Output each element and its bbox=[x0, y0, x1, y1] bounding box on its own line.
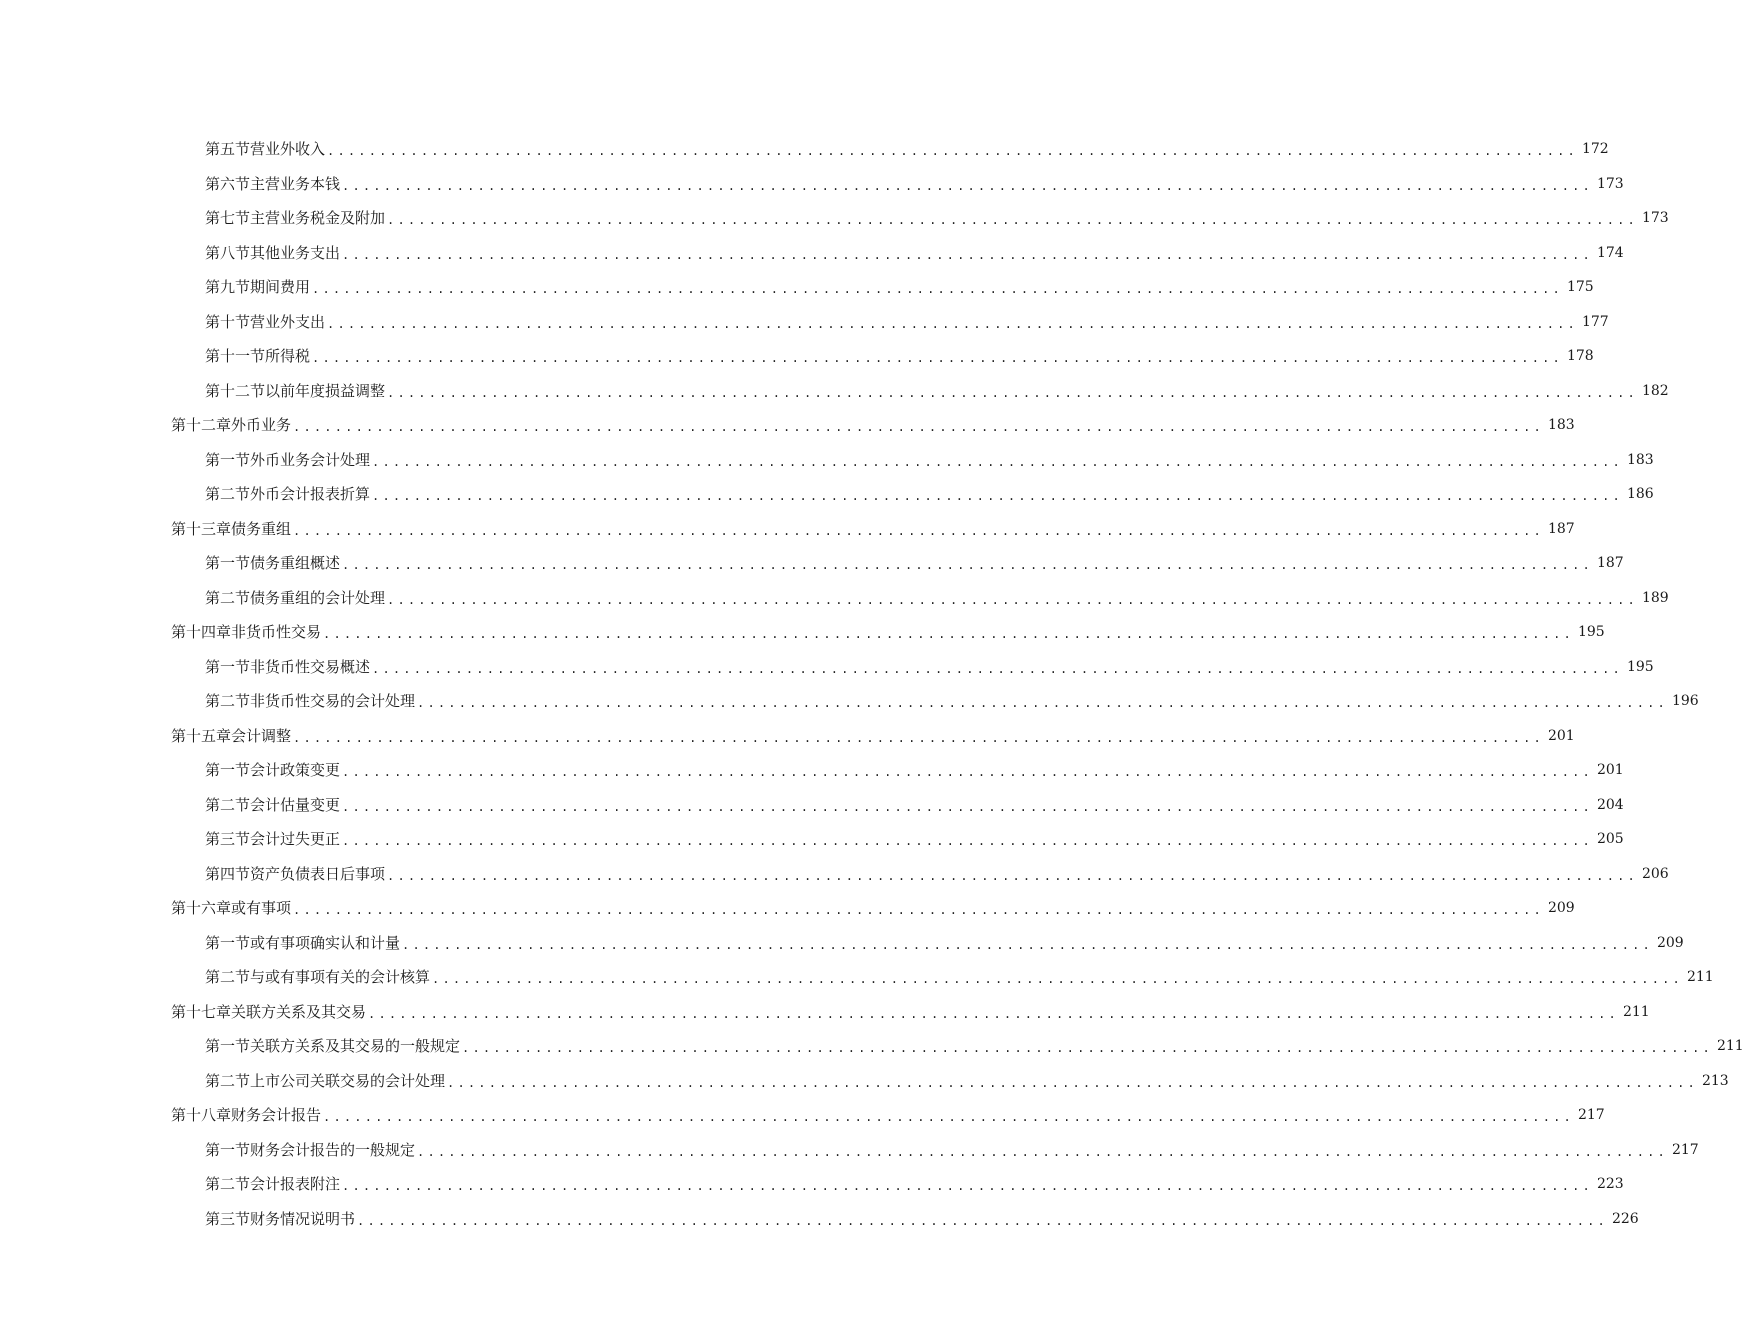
toc-entry-page-number: 211 bbox=[1686, 969, 1714, 986]
toc-entry-title: 营业外支出 bbox=[250, 312, 326, 331]
toc-entry-number: 第二节 bbox=[205, 968, 251, 987]
toc-entry-title: 会计过失更正 bbox=[250, 830, 341, 849]
toc-entry-page-number: 209 bbox=[1547, 900, 1575, 917]
toc-entry-title: 债务重组的会计处理 bbox=[250, 588, 386, 607]
toc-entry-number: 第十二章 bbox=[171, 416, 232, 435]
toc-section-entry[interactable] bbox=[0, 167, 1624, 202]
dot-leader: ........................................................................................................................ bbox=[342, 178, 1593, 193]
toc-entry-title: 以前年度损益调整 bbox=[265, 381, 386, 400]
toc-section-entry[interactable] bbox=[0, 1133, 1699, 1168]
toc-entry-title: 会计政策变更 bbox=[250, 761, 341, 780]
toc-section-entry[interactable] bbox=[0, 1029, 1744, 1064]
toc-entry-number: 第三节 bbox=[205, 830, 251, 849]
toc-entry-number: 第一节 bbox=[205, 450, 251, 469]
toc-chapter-entry[interactable] bbox=[0, 408, 1575, 443]
table-of-contents bbox=[0, 132, 1744, 1236]
toc-entry-title: 营业外收入 bbox=[250, 140, 326, 159]
toc-section-entry[interactable] bbox=[0, 926, 1684, 961]
toc-entry-number: 第一节 bbox=[205, 933, 251, 952]
dot-leader: ........................................................................................................................ bbox=[372, 489, 1623, 504]
toc-entry-page-number: 177 bbox=[1581, 313, 1609, 330]
toc-entry-page-number: 175 bbox=[1566, 279, 1594, 296]
toc-entry-title: 关联方关系及其交易 bbox=[231, 1002, 367, 1021]
toc-entry-number: 第十五章 bbox=[171, 726, 232, 745]
toc-entry-number: 第一节 bbox=[205, 657, 251, 676]
dot-leader: ........................................................................................................................ bbox=[357, 1213, 1608, 1228]
toc-entry-number: 第十四章 bbox=[171, 623, 232, 642]
toc-entry-number: 第二节 bbox=[205, 692, 251, 711]
toc-section-entry[interactable] bbox=[0, 305, 1609, 340]
dot-leader: ........................................................................................................................ bbox=[342, 799, 1593, 814]
toc-entry-number: 第十节 bbox=[205, 312, 251, 331]
toc-entry-title: 资产负债表日后事项 bbox=[250, 864, 386, 883]
toc-entry-number: 第一节 bbox=[205, 761, 251, 780]
toc-entry-page-number: 217 bbox=[1671, 1141, 1699, 1158]
toc-entry-title: 财务会计报告 bbox=[231, 1106, 322, 1125]
toc-entry-number: 第四节 bbox=[205, 864, 251, 883]
toc-entry-number: 第二节 bbox=[205, 1175, 251, 1194]
toc-entry-page-number: 201 bbox=[1596, 762, 1624, 779]
toc-entry-title: 关联方关系及其交易的一般规定 bbox=[250, 1037, 461, 1056]
toc-entry-page-number: 211 bbox=[1622, 1003, 1650, 1020]
dot-leader: ........................................................................................................................ bbox=[342, 765, 1593, 780]
toc-entry-title: 非货币性交易 bbox=[231, 623, 322, 642]
toc-entry-title: 财务情况说明书 bbox=[250, 1209, 356, 1228]
dot-leader: ........................................................................................................................ bbox=[402, 937, 1653, 952]
toc-entry-page-number: 182 bbox=[1641, 382, 1669, 399]
toc-section-entry[interactable] bbox=[0, 857, 1669, 892]
dot-leader: ........................................................................................................................ bbox=[387, 385, 1638, 400]
toc-entry-page-number: 173 bbox=[1596, 175, 1624, 192]
toc-section-entry[interactable] bbox=[0, 788, 1624, 823]
toc-entry-number: 第十七章 bbox=[171, 1002, 232, 1021]
toc-entry-page-number: 195 bbox=[1577, 624, 1605, 641]
toc-section-entry[interactable] bbox=[0, 960, 1714, 995]
toc-entry-title: 财务会计报告的一般规定 bbox=[250, 1140, 416, 1159]
toc-entry-number: 第十六章 bbox=[171, 899, 232, 918]
toc-entry-title: 债务重组 bbox=[231, 519, 292, 538]
dot-leader: ........................................................................................................................ bbox=[293, 420, 1544, 435]
toc-entry-page-number: 201 bbox=[1547, 727, 1575, 744]
toc-entry-page-number: 206 bbox=[1641, 865, 1669, 882]
dot-leader: ........................................................................................................................ bbox=[387, 868, 1638, 883]
toc-entry-page-number: 186 bbox=[1626, 486, 1654, 503]
toc-entry-page-number: 187 bbox=[1547, 520, 1575, 537]
toc-entry-number: 第一节 bbox=[205, 1037, 251, 1056]
dot-leader: ........................................................................................................................ bbox=[327, 144, 1578, 159]
toc-entry-page-number: 183 bbox=[1547, 417, 1575, 434]
toc-chapter-entry[interactable] bbox=[0, 995, 1650, 1030]
toc-section-entry[interactable] bbox=[0, 684, 1699, 719]
dot-leader: ........................................................................................................................ bbox=[293, 903, 1544, 918]
toc-entry-number: 第三节 bbox=[205, 1209, 251, 1228]
toc-chapter-entry[interactable] bbox=[0, 1098, 1605, 1133]
toc-section-entry[interactable] bbox=[0, 132, 1609, 167]
toc-entry-number: 第十三章 bbox=[171, 519, 232, 538]
toc-entry-number: 第二节 bbox=[205, 795, 251, 814]
toc-entry-number: 第二节 bbox=[205, 485, 251, 504]
toc-entry-page-number: 205 bbox=[1596, 831, 1624, 848]
toc-entry-title: 非货币性交易的会计处理 bbox=[250, 692, 416, 711]
dot-leader: ........................................................................................................................ bbox=[342, 834, 1593, 849]
dot-leader: ........................................................................................................................ bbox=[387, 213, 1638, 228]
toc-entry-number: 第十八章 bbox=[171, 1106, 232, 1125]
toc-entry-title: 与或有事项有关的会计核算 bbox=[250, 968, 431, 987]
toc-entry-number: 第二节 bbox=[205, 1071, 251, 1090]
toc-chapter-entry[interactable] bbox=[0, 719, 1575, 754]
toc-entry-page-number: 174 bbox=[1596, 244, 1624, 261]
toc-section-entry[interactable] bbox=[0, 822, 1624, 857]
toc-entry-title: 期间费用 bbox=[250, 278, 311, 297]
toc-section-entry[interactable] bbox=[0, 581, 1669, 616]
dot-leader: ........................................................................................................................ bbox=[372, 661, 1623, 676]
dot-leader: ........................................................................................................................ bbox=[447, 1075, 1698, 1090]
toc-entry-page-number: 189 bbox=[1641, 589, 1669, 606]
toc-entry-page-number: 211 bbox=[1716, 1038, 1744, 1055]
toc-chapter-entry[interactable] bbox=[0, 512, 1575, 547]
toc-section-entry[interactable] bbox=[0, 374, 1669, 409]
toc-entry-page-number: 217 bbox=[1577, 1107, 1605, 1124]
dot-leader: ........................................................................................................................ bbox=[342, 1179, 1593, 1194]
toc-entry-number: 第一节 bbox=[205, 1140, 251, 1159]
dot-leader: ........................................................................................................................ bbox=[327, 316, 1578, 331]
toc-entry-title: 主营业务税金及附加 bbox=[250, 209, 386, 228]
toc-entry-page-number: 195 bbox=[1626, 658, 1654, 675]
toc-entry-number: 第一节 bbox=[205, 554, 251, 573]
toc-entry-number: 第七节 bbox=[205, 209, 251, 228]
dot-leader: ........................................................................................................................ bbox=[432, 972, 1683, 987]
dot-leader: ........................................................................................................................ bbox=[462, 1041, 1713, 1056]
dot-leader: ........................................................................................................................ bbox=[293, 730, 1544, 745]
toc-entry-page-number: 196 bbox=[1671, 693, 1699, 710]
toc-entry-title: 或有事项确实认和计量 bbox=[250, 933, 401, 952]
toc-entry-number: 第二节 bbox=[205, 588, 251, 607]
toc-section-entry[interactable] bbox=[0, 546, 1624, 581]
toc-entry-title: 会计调整 bbox=[231, 726, 292, 745]
toc-section-entry[interactable] bbox=[0, 443, 1654, 478]
dot-leader: ........................................................................................................................ bbox=[342, 558, 1593, 573]
dot-leader: ........................................................................................................................ bbox=[312, 351, 1563, 366]
toc-section-entry[interactable] bbox=[0, 753, 1624, 788]
toc-entry-number: 第十一节 bbox=[205, 347, 266, 366]
toc-section-entry[interactable] bbox=[0, 1202, 1639, 1237]
toc-entry-page-number: 173 bbox=[1641, 210, 1669, 227]
dot-leader: ........................................................................................................................ bbox=[417, 696, 1668, 711]
dot-leader: ........................................................................................................................ bbox=[323, 1110, 1574, 1125]
toc-chapter-entry[interactable] bbox=[0, 615, 1605, 650]
toc-section-entry[interactable] bbox=[0, 236, 1624, 271]
toc-entry-page-number: 172 bbox=[1581, 141, 1609, 158]
dot-leader: ........................................................................................................................ bbox=[312, 282, 1563, 297]
toc-entry-title: 其他业务支出 bbox=[250, 243, 341, 262]
toc-entry-number: 第九节 bbox=[205, 278, 251, 297]
dot-leader: ........................................................................................................................ bbox=[293, 523, 1544, 538]
dot-leader: ........................................................................................................................ bbox=[342, 247, 1593, 262]
dot-leader: ........................................................................................................................ bbox=[387, 592, 1638, 607]
toc-entry-title: 主营业务本钱 bbox=[250, 174, 341, 193]
dot-leader: ........................................................................................................................ bbox=[323, 627, 1574, 642]
toc-entry-page-number: 183 bbox=[1626, 451, 1654, 468]
toc-entry-title: 会计估量变更 bbox=[250, 795, 341, 814]
toc-chapter-entry[interactable] bbox=[0, 891, 1575, 926]
toc-section-entry[interactable] bbox=[0, 270, 1594, 305]
toc-entry-title: 会计报表附注 bbox=[250, 1175, 341, 1194]
toc-entry-page-number: 178 bbox=[1566, 348, 1594, 365]
toc-entry-title: 非货币性交易概述 bbox=[250, 657, 371, 676]
dot-leader: ........................................................................................................................ bbox=[417, 1144, 1668, 1159]
toc-entry-page-number: 213 bbox=[1701, 1072, 1729, 1089]
toc-entry-number: 第十二节 bbox=[205, 381, 266, 400]
toc-entry-page-number: 226 bbox=[1611, 1210, 1639, 1227]
toc-entry-page-number: 223 bbox=[1596, 1176, 1624, 1193]
toc-section-entry[interactable] bbox=[0, 201, 1669, 236]
toc-section-entry[interactable] bbox=[0, 650, 1654, 685]
toc-entry-title: 所得税 bbox=[265, 347, 311, 366]
toc-entry-page-number: 187 bbox=[1596, 555, 1624, 572]
toc-entry-page-number: 209 bbox=[1656, 934, 1684, 951]
toc-section-entry[interactable] bbox=[0, 477, 1654, 512]
toc-entry-number: 第八节 bbox=[205, 243, 251, 262]
toc-entry-title: 外币业务 bbox=[231, 416, 292, 435]
toc-section-entry[interactable] bbox=[0, 1167, 1624, 1202]
toc-entry-title: 上市公司关联交易的会计处理 bbox=[250, 1071, 446, 1090]
toc-entry-number: 第六节 bbox=[205, 174, 251, 193]
dot-leader: ........................................................................................................................ bbox=[368, 1006, 1619, 1021]
toc-entry-title: 外币会计报表折算 bbox=[250, 485, 371, 504]
toc-entry-page-number: 204 bbox=[1596, 796, 1624, 813]
toc-entry-number: 第五节 bbox=[205, 140, 251, 159]
toc-section-entry[interactable] bbox=[0, 1064, 1729, 1099]
toc-entry-title: 债务重组概述 bbox=[250, 554, 341, 573]
toc-entry-title: 或有事项 bbox=[231, 899, 292, 918]
toc-section-entry[interactable] bbox=[0, 339, 1594, 374]
toc-entry-title: 外币业务会计处理 bbox=[250, 450, 371, 469]
dot-leader: ........................................................................................................................ bbox=[372, 454, 1623, 469]
